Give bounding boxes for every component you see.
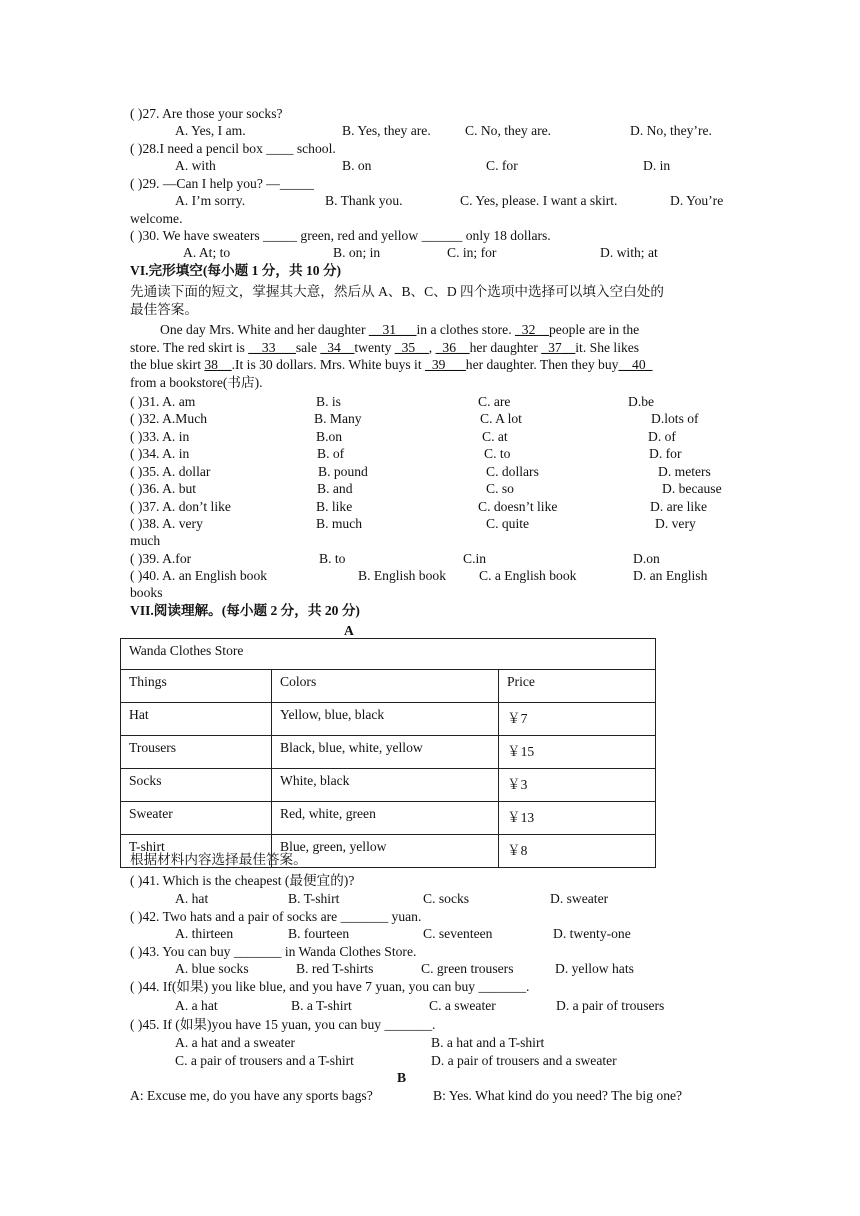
- q39-option-d: D.on: [633, 551, 660, 566]
- q42-option-b: B. fourteen: [288, 926, 350, 941]
- table-cell: ￥15: [499, 736, 656, 769]
- table-cell: Sweater: [121, 802, 272, 835]
- table-cell: Socks: [121, 769, 272, 802]
- q29-option-b: B. Thank you.: [325, 193, 403, 208]
- table-cell: ￥8: [499, 835, 656, 868]
- q32-option-b: B. Many: [314, 411, 362, 426]
- q35-option-d: D. meters: [658, 464, 711, 479]
- q41-option-b: B. T-shirt: [288, 891, 340, 906]
- table-cell: Black, blue, white, yellow: [272, 736, 499, 769]
- q32-option-d: D.lots of: [651, 411, 699, 426]
- q40-option-d: D. an English: [633, 568, 708, 583]
- q28-option-a: A. with: [175, 158, 216, 173]
- q37-stem: ( )37. A. don’t like: [130, 499, 231, 514]
- table-cell: T-shirt: [121, 835, 272, 868]
- q30-option-b: B. on; in: [333, 245, 381, 260]
- q36-stem: ( )36. A. but: [130, 481, 197, 496]
- q42-option-a: A. thirteen: [175, 926, 234, 941]
- q44-option-b: B. a T-shirt: [291, 998, 352, 1013]
- q44-option-d: D. a pair of trousers: [556, 998, 665, 1013]
- q36-option-b: B. and: [317, 481, 353, 496]
- q40-stem: ( )40. A. an English book: [130, 568, 268, 583]
- dialogue-line-a: A: Excuse me, do you have any sports bags?: [130, 1088, 373, 1103]
- table-cell: Red, white, green: [272, 802, 499, 835]
- q43-stem: ( )43. You can buy _______ in Wanda Clothes Store.: [130, 944, 417, 959]
- q33-option-d: D. of: [648, 429, 676, 444]
- table-caption: Wanda Clothes Store: [121, 639, 656, 670]
- table-row: [121, 769, 656, 802]
- cloze-passage-line-2: store. The red skirt is __33___sale _34__twenty _35__, _36__her daughter _37__it. She likes: [130, 340, 640, 355]
- q45-option-a: A. a hat and a sweater: [175, 1035, 296, 1050]
- q41-option-d: D. sweater: [550, 891, 609, 906]
- q44-option-c: C. a sweater: [429, 998, 496, 1013]
- table-header-colors: Colors: [272, 670, 499, 703]
- q32-option-c: C. A lot: [480, 411, 522, 426]
- q39-option-b: B. to: [319, 551, 346, 566]
- q30-stem: ( )30. We have sweaters _____ green, red and yellow ______ only 18 dollars.: [130, 228, 551, 243]
- q44-stem: ( )44. If(如果) you like blue, and you have 7 yuan, you can buy _______.: [130, 979, 530, 994]
- q40-option-c: C. a English book: [479, 568, 577, 583]
- q34-option-b: B. of: [317, 446, 345, 461]
- passage-a-label: A: [344, 623, 354, 638]
- table-cell: Blue, green, yellow: [272, 835, 499, 868]
- table-cell: Yellow, blue, black: [272, 703, 499, 736]
- q27-option-a: A. Yes, I am.: [175, 123, 246, 138]
- clothes-store-table: [120, 638, 656, 868]
- q28-option-b: B. on: [342, 158, 372, 173]
- table-cell: White, black: [272, 769, 499, 802]
- q41-option-c: C. socks: [423, 891, 470, 906]
- q27-stem: ( )27. Are those your socks?: [130, 106, 283, 121]
- q29-option-d-wrap: welcome.: [130, 211, 183, 226]
- q43-option-d: D. yellow hats: [555, 961, 634, 976]
- q41-stem: ( )41. Which is the cheapest (最便宜的)?: [130, 873, 355, 888]
- table-row: [121, 802, 656, 835]
- q29-option-c: C. Yes, please. I want a skirt.: [460, 193, 618, 208]
- reading-instructions: 根据材料内容选择最佳答案。: [130, 852, 307, 867]
- table-row: [121, 736, 656, 769]
- table-cell: ￥3: [499, 769, 656, 802]
- cloze-passage-line-1: One day Mrs. White and her daughter __31___in a clothes store. _32__people are in the: [160, 322, 640, 337]
- q45-option-b: B. a hat and a T-shirt: [431, 1035, 545, 1050]
- q27-option-b: B. Yes, they are.: [342, 123, 431, 138]
- table-cell: Trousers: [121, 736, 272, 769]
- table-cell: Hat: [121, 703, 272, 736]
- q43-option-a: A. blue socks: [175, 961, 249, 976]
- q28-option-d: D. in: [643, 158, 671, 173]
- q30-option-a: A. At; to: [183, 245, 231, 260]
- q34-option-d: D. for: [649, 446, 682, 461]
- q45-option-c: C. a pair of trousers and a T-shirt: [175, 1053, 354, 1068]
- q43-option-b: B. red T-shirts: [296, 961, 374, 976]
- q45-stem: ( )45. If (如果)you have 15 yuan, you can buy _______.: [130, 1017, 436, 1032]
- q39-stem: ( )39. A.for: [130, 551, 192, 566]
- q41-option-a: A. hat: [175, 891, 209, 906]
- q31-stem: ( )31. A. am: [130, 394, 196, 409]
- q33-stem: ( )33. A. in: [130, 429, 190, 444]
- q35-option-b: B. pound: [318, 464, 368, 479]
- table-cell: ￥13: [499, 802, 656, 835]
- q35-stem: ( )35. A. dollar: [130, 464, 211, 479]
- q31-option-b: B. is: [316, 394, 341, 409]
- q30-option-c: C. in; for: [447, 245, 497, 260]
- cloze-passage-line-3: the blue skirt 38__.It is 30 dollars. Mrs. White buys it _39___her daughter. Then they buy__40_: [130, 357, 653, 372]
- q45-option-d: D. a pair of trousers and a sweater: [431, 1053, 617, 1068]
- q42-option-c: C. seventeen: [423, 926, 493, 941]
- q38-stem: ( )38. A. very: [130, 516, 203, 531]
- dialogue-line-b: B: Yes. What kind do you need? The big one?: [433, 1088, 683, 1103]
- section-6-instructions: 先通读下面的短文，掌握其大意，然后从 A、B、C、D 四个选项中选择可以填入空白处的: [130, 284, 664, 299]
- section-6-title: VI.完形填空(每小题 1 分，共 10 分): [130, 263, 342, 278]
- q34-option-c: C. to: [484, 446, 511, 461]
- q37-option-c: C. doesn’t like: [478, 499, 558, 514]
- table-header-things: Things: [121, 670, 272, 703]
- q42-stem: ( )42. Two hats and a pair of socks are _______ yuan.: [130, 909, 422, 924]
- q37-option-b: B. like: [316, 499, 353, 514]
- q43-option-c: C. green trousers: [421, 961, 514, 976]
- q38-option-b: B. much: [316, 516, 363, 531]
- q28-option-c: C. for: [486, 158, 518, 173]
- q31-option-d: D.be: [628, 394, 655, 409]
- q29-option-a: A. I’m sorry.: [175, 193, 246, 208]
- cloze-passage-line-4: from a bookstore(书店).: [130, 375, 263, 390]
- table-cell: ￥7: [499, 703, 656, 736]
- q36-option-c: C. so: [486, 481, 514, 496]
- section-7-title: VII.阅读理解。(每小题 2 分，共 20 分): [130, 603, 360, 618]
- q38-option-d: D. very: [655, 516, 696, 531]
- q33-option-c: C. at: [482, 429, 508, 444]
- q32-stem: ( )32. A.Much: [130, 411, 208, 426]
- q29-option-d: D. You’re: [670, 193, 724, 208]
- q38-option-d-wrap: much: [130, 533, 161, 548]
- q37-option-d: D. are like: [650, 499, 707, 514]
- q29-stem: ( )29. —Can I help you? —_____: [130, 176, 314, 191]
- q44-option-a: A. a hat: [175, 998, 218, 1013]
- q35-option-c: C. dollars: [486, 464, 539, 479]
- q27-option-c: C. No, they are.: [465, 123, 552, 138]
- q42-option-d: D. twenty-one: [553, 926, 631, 941]
- q38-option-c: C. quite: [486, 516, 530, 531]
- q33-option-b: B.on: [316, 429, 343, 444]
- q39-option-c: C.in: [463, 551, 487, 566]
- q40-option-b: B. English book: [358, 568, 446, 583]
- passage-b-label: B: [397, 1070, 407, 1085]
- table-header-price: Price: [499, 670, 656, 703]
- table-row: [121, 703, 656, 736]
- q40-option-d-wrap: books: [130, 585, 163, 600]
- q28-stem: ( )28.I need a pencil box ____ school.: [130, 141, 336, 156]
- q31-option-c: C. are: [478, 394, 511, 409]
- q36-option-d: D. because: [662, 481, 722, 496]
- section-6-instructions-cont: 最佳答案。: [130, 302, 198, 317]
- q34-stem: ( )34. A. in: [130, 446, 190, 461]
- q27-option-d: D. No, they’re.: [630, 123, 712, 138]
- q30-option-d: D. with; at: [600, 245, 658, 260]
